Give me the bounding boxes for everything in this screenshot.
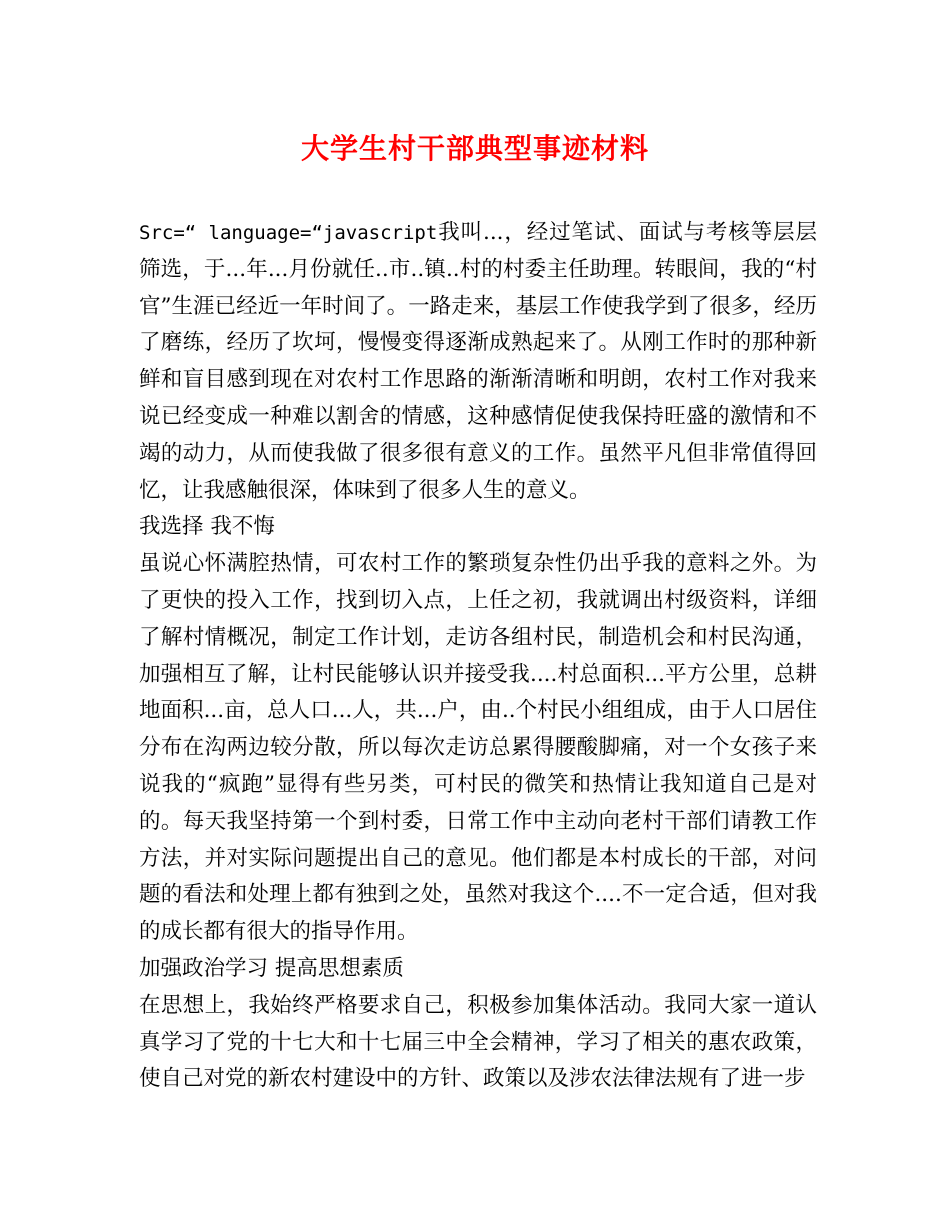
document-title: 大学生村干部典型事迹材料 — [300, 132, 649, 165]
section-heading-choice: 我选择 我不悔 — [139, 514, 275, 540]
paragraph-work-start: 虽说心怀满腔热情，可农村工作的繁琐复杂性仍出乎我的意料之外。为了更快的投入工作，找到切入点，上任之初，我就调出村级资料，详细了解村情概况，制定工作计划，走访各组村民，制造机会和村民沟通，加强相互了解，让村民能够认识并接受我....村总面积...平方公里，总耕地面积...亩，总人口...人，共...户，由..个村民小组组成，由于人口居住分布在沟两边较分散，所以每次走访总累得腰酸脚痛，对一个女孩子来说我的“疯跑”显得有些另类，可村民的微笑和热情让我知道自己是对的。每天我坚持第一个到村委，日常工作中主动向老村干部们请教工作方法，并对实际问题提出自己的意见。他们都是本村成长的干部，对问题的看法和处理上都有独到之处，虽然对我这个....不一定合适，但对我的成长都有很大的指导作用。 — [139, 551, 817, 945]
paragraph-intro — [139, 215, 817, 509]
section-heading-political-study: 加强政治学习 提高思想素质 — [139, 955, 404, 981]
script-fragment-text: Src=“ language=“javascript — [139, 222, 438, 244]
paragraph-political-study: 在思想上，我始终严格要求自己，积极参加集体活动。我同大家一道认真学习了党的十七大和十七届三中全会精神，学习了相关的惠农政策，使自己对党的新农村建设中的方针、政策以及涉农法律法规有了进一步 — [139, 992, 817, 1092]
document-body — [139, 215, 817, 1098]
paragraph-intro-text: 我叫...，经过笔试、面试与考核等层层筛选，于...年...月份就任..市..镇..村的村委主任助理。转眼间，我的“村官”生涯已经近一年时间了。一路走来，基层工作使我学到了很多，经历了磨练，经历了坎坷，慢慢变得逐渐成熟起来了。从刚工作时的那种新鲜和盲目感到现在对农村工作思路的渐渐清晰和明朗，农村工作对我来说已经变成一种难以割舍的情感，这种感情促使我保持旺盛的激情和不竭的动力，从而使我做了很多很有意义的工作。虽然平凡但非常值得回忆，让我感触很深，体味到了很多人生的意义。 — [139, 220, 817, 503]
